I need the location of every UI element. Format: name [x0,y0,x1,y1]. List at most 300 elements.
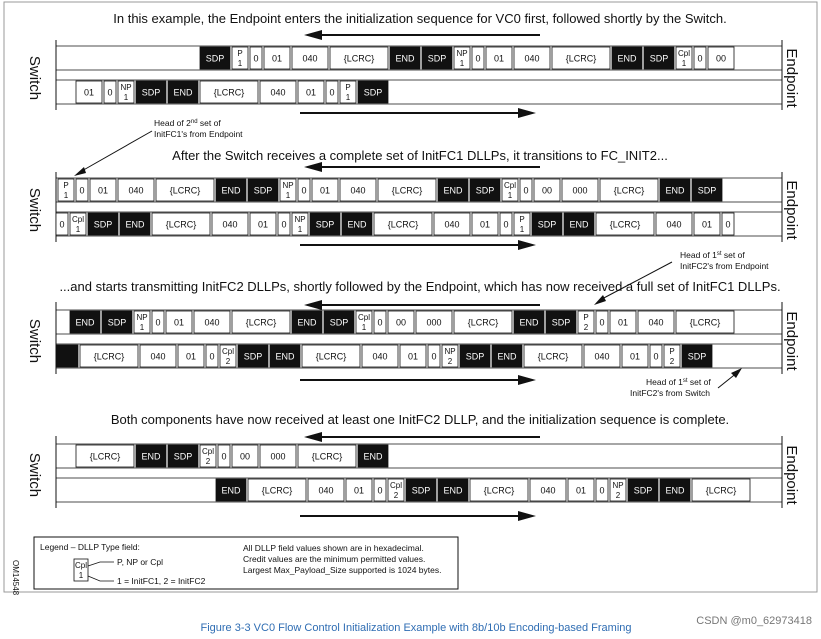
symbol-subscript: 1 [139,323,145,332]
legend-num-line: 1 = InitFC1, 2 = InitFC2 [117,576,206,586]
symbol-text: END [665,185,685,196]
symbol-sdp [628,479,658,501]
symbol-sdp [310,213,340,235]
symbol-cpl [388,479,404,501]
symbol-type: NP [294,215,306,224]
heading-1: In this example, the Endpoint enters the initialization sequence for VC0 first, followed shortly by the Switch. [113,11,727,26]
symbol-text: 040 [444,219,460,230]
symbol-np [442,345,458,367]
symbol-text: {LCRC} [261,485,293,496]
figure-caption: Figure 3-3 VC0 Flow Control Initialization Example with 8b/10b Encoding-based Framing [200,622,632,634]
symbol-text: 01 [407,351,419,362]
symbol-lcrc [330,47,388,69]
symbol-subscript: 1 [63,191,69,200]
symbol-p [578,311,594,333]
symbol-sdp [102,311,132,333]
symbol-0 [500,213,512,235]
symbol-text: {LCRC} [169,185,201,196]
symbol-type: Cpl [201,447,215,456]
symbol-000 [562,179,598,201]
symbol-text: SDP [107,317,127,328]
symbol-text: {LCRC} [387,219,419,230]
annotation-head-1st-initfc2-endpoint [594,250,769,305]
symbol-cpl [356,311,372,333]
symbol-01 [166,311,192,333]
symbol-text: 0 [599,317,605,328]
symbol-text: {LCRC} [93,351,125,362]
symbol-lcrc [378,179,436,201]
symbol-text: END [125,219,145,230]
legend-note-2: Credit values are the minimum permitted values. [243,554,426,564]
symbol-text: 0 [599,485,605,496]
symbol-sdp [168,445,198,467]
watermark: CSDN @m0_62973418 [696,615,812,627]
symbol-0 [520,179,532,201]
svg-text:Head of 1st set of: Head of 1st set of [680,250,745,260]
symbol-01 [622,345,648,367]
symbol-text: SDP [537,219,557,230]
annotation-1-leader [80,131,152,172]
symbol-type: Cpl [357,313,371,322]
symbol-subscript: 1 [459,59,465,68]
symbol-end [70,311,100,333]
symbol-np [280,179,296,201]
symbol-text: SDP [253,185,273,196]
symbol-text: 040 [524,53,540,64]
symbol-text: 01 [305,87,317,98]
endpoint-label: Endpoint [783,180,800,240]
symbol-040 [656,213,692,235]
symbol-text: SDP [411,485,431,496]
symbol-text: END [569,219,589,230]
symbol-01 [178,345,204,367]
symbol-lcrc [80,345,138,367]
symbol-end [120,213,150,235]
symbol-01 [568,479,594,501]
symbol-text: {LCRC} [483,485,515,496]
symbol-040 [434,213,470,235]
symbol-text: {LCRC} [467,317,499,328]
switch-label: Switch [26,452,43,498]
symbol-01 [486,47,512,69]
symbol-type: P [519,215,525,224]
symbol-text: {LCRC} [343,53,375,64]
symbol-text: SDP [551,317,571,328]
symbol-text: SDP [633,485,653,496]
symbol-text: 00 [239,451,251,462]
symbol-subscript: 1 [237,59,243,68]
symbol-text: END [395,53,415,64]
symbol-end [660,479,690,501]
symbol-np [454,47,470,69]
symbol-text: 040 [222,219,238,230]
symbol-text: 0 [155,317,161,328]
symbol-text: {LCRC} [311,451,343,462]
symbol-text: SDP [93,219,113,230]
symbol-000 [416,311,452,333]
symbol-0 [278,213,290,235]
symbol-text: SDP [205,53,225,64]
symbol-np [292,213,308,235]
switch-label: Switch [26,187,43,233]
symbol-sdp [532,213,562,235]
legend-note-1: All DLLP field values shown are in hexadecimal. [243,543,424,553]
symbol-text: 01 [173,317,185,328]
symbol-040 [530,479,566,501]
symbol-0 [694,47,706,69]
svg-text:Head of 2nd set of: Head of 2nd set of [154,118,221,128]
symbol-text: 00 [395,317,407,328]
symbol-text: SDP [427,53,447,64]
symbol-type: NP [282,181,294,190]
symbol-p [340,81,356,103]
symbol-lcrc [200,81,258,103]
panel-2 [26,162,800,250]
symbol-sdp [692,179,722,201]
symbol-end [136,445,166,467]
symbol-p [58,179,74,201]
symbol-040 [118,179,154,201]
symbol-text: SDP [697,185,717,196]
symbol-subscript: 2 [225,357,231,366]
symbol-text: 0 [523,185,529,196]
symbol-01 [400,345,426,367]
symbol-lcrc [374,213,432,235]
symbol-text: {LCRC} [705,485,737,496]
symbol-text: END [275,351,295,362]
symbol-text: 0 [503,219,509,230]
heading-3: ...and starts transmitting InitFC2 DLLPs, shortly followed by the Endpoint, which has now received a full set of InitFC1 DLLPs. [59,279,781,294]
panel-1 [26,30,800,118]
panel-3 [26,300,800,385]
symbol-0 [206,345,218,367]
symbol-filler [56,345,78,367]
symbol-text: 0 [281,219,287,230]
arrow-to-endpoint-head [518,108,536,118]
symbol-sdp [88,213,118,235]
legend-type-line: P, NP or Cpl [117,557,163,567]
symbol-text: {LCRC} [89,451,121,462]
symbol-text: 0 [377,485,383,496]
symbol-end [390,47,420,69]
symbol-subscript: 2 [205,457,211,466]
symbol-end [564,213,594,235]
symbol-subscript: 1 [75,225,81,234]
symbol-end [438,179,468,201]
symbol-subscript: 1 [123,93,129,102]
symbol-text: END [519,317,539,328]
symbol-subscript: 2 [615,491,621,500]
symbol-0 [76,179,88,201]
symbol-01 [694,213,720,235]
symbol-subscript: 1 [345,93,351,102]
symbol-end [358,445,388,467]
symbol-lcrc [302,345,360,367]
symbol-text: {LCRC} [391,185,423,196]
symbol-text: END [297,317,317,328]
symbol-text: 00 [541,185,553,196]
symbol-subscript: 1 [507,191,513,200]
legend-title: Legend – DLLP Type field: [40,542,140,552]
heading-2: After the Switch receives a complete set of InitFC1 DLLPs, it transitions to FC_INIT2... [172,148,668,163]
symbol-0 [56,213,68,235]
symbol-text: 01 [257,219,269,230]
symbol-np [118,81,134,103]
symbol-type: P [345,83,351,92]
symbol-0 [428,345,440,367]
symbol-text: 0 [697,53,703,64]
symbol-text: 040 [128,185,144,196]
symbol-lcrc [156,179,214,201]
symbol-lcrc [600,179,658,201]
symbol-0 [650,345,662,367]
symbol-040 [292,47,328,69]
symbol-01 [312,179,338,201]
symbol-text: {LCRC} [613,185,645,196]
symbol-text: {LCRC} [213,87,245,98]
symbol-text: SDP [141,87,161,98]
symbol-text: 040 [372,351,388,362]
symbol-np [610,479,626,501]
symbol-text: SDP [363,87,383,98]
symbol-text: 01 [319,185,331,196]
symbol-text: {LCRC} [245,317,277,328]
symbol-00 [388,311,414,333]
symbol-type: P [237,49,243,58]
symbol-end [492,345,522,367]
symbol-text: END [363,451,383,462]
figure-code: OM14548 [11,560,20,596]
symbol-01 [472,213,498,235]
symbol-text: 0 [107,87,113,98]
arrow-to-endpoint-head [518,240,536,250]
symbol-040 [308,479,344,501]
symbol-01 [90,179,116,201]
symbol-text: END [443,185,463,196]
svg-text:InitFC2's from Endpoint: InitFC2's from Endpoint [680,261,769,271]
symbol-text: {LCRC} [609,219,641,230]
symbol-text: SDP [173,451,193,462]
symbol-end [168,81,198,103]
symbol-lcrc [470,479,528,501]
symbol-text: 040 [648,317,664,328]
arrow-to-switch-head [304,30,322,40]
symbol-type: P [63,181,69,190]
symbol-cell [56,345,78,367]
symbol-subscript: 1 [681,59,687,68]
symbol-text: END [221,185,241,196]
svg-text:InitFC2's from Switch: InitFC2's from Switch [630,388,711,398]
symbol-type: NP [444,347,456,356]
symbol-lcrc [524,345,582,367]
symbol-end [216,179,246,201]
symbol-text: 0 [725,219,731,230]
symbol-type: Cpl [71,215,85,224]
symbol-subscript: 2 [447,357,453,366]
symbol-text: 01 [353,485,365,496]
symbol-type: NP [136,313,148,322]
symbol-subscript: 1 [361,323,367,332]
svg-text:Head of 1st set of: Head of 1st set of [646,377,711,387]
symbol-lcrc [454,311,512,333]
symbol-end [292,311,322,333]
symbol-type: NP [120,83,132,92]
svg-text:InitFC1's from Endpoint: InitFC1's from Endpoint [154,129,243,139]
symbol-sdp [136,81,166,103]
annotation-head-2nd-initfc1 [74,118,243,176]
symbol-text: 01 [701,219,713,230]
symbol-type: NP [456,49,468,58]
symbol-text: 01 [83,87,95,98]
symbol-text: 000 [572,185,588,196]
symbol-type: Cpl [221,347,235,356]
symbol-subscript: 1 [519,225,525,234]
symbol-0 [472,47,484,69]
symbol-end [612,47,642,69]
symbol-end [342,213,372,235]
panel-4 [26,432,800,521]
switch-label: Switch [26,318,43,364]
symbol-01 [346,479,372,501]
symbol-0 [374,479,386,501]
symbol-01 [76,81,102,103]
symbol-text: SDP [243,351,263,362]
symbol-text: END [221,485,241,496]
symbol-type: Cpl [389,481,403,490]
symbol-sdp [238,345,268,367]
symbol-cpl [220,345,236,367]
symbol-lcrc [676,311,734,333]
symbol-00 [534,179,560,201]
symbol-text: 000 [270,451,286,462]
symbol-p [664,345,680,367]
symbol-text: 01 [97,185,109,196]
symbol-lcrc [152,213,210,235]
symbol-text: 040 [350,185,366,196]
symbol-text: END [443,485,463,496]
symbol-lcrc [232,311,290,333]
symbol-text: 01 [493,53,505,64]
symbol-text: 01 [479,219,491,230]
symbol-text: 040 [302,53,318,64]
symbol-text: SDP [329,317,349,328]
endpoint-label: Endpoint [783,48,800,108]
symbol-type: P [669,347,675,356]
symbol-0 [326,81,338,103]
symbol-type: Cpl [503,181,517,190]
symbol-text: SDP [465,351,485,362]
symbol-lcrc [552,47,610,69]
symbol-0 [218,445,230,467]
symbol-00 [232,445,258,467]
symbol-text: SDP [315,219,335,230]
symbol-text: {LCRC} [315,351,347,362]
symbol-00 [708,47,734,69]
symbol-text: 0 [431,351,437,362]
symbol-text: 040 [270,87,286,98]
symbol-0 [374,311,386,333]
symbol-text: SDP [687,351,707,362]
symbol-cpl [676,47,692,69]
arrow-to-endpoint-head [518,511,536,521]
symbol-sdp [460,345,490,367]
symbol-text: 0 [475,53,481,64]
arrow-to-endpoint-head [518,375,536,385]
symbol-cpl [502,179,518,201]
symbol-end [660,179,690,201]
symbol-000 [260,445,296,467]
symbol-text: END [75,317,95,328]
symbol-0 [104,81,116,103]
symbol-sdp [406,479,436,501]
symbol-text: 0 [301,185,307,196]
symbol-text: 01 [271,53,283,64]
symbol-text: 01 [575,485,587,496]
symbol-01 [250,213,276,235]
symbol-text: 040 [150,351,166,362]
symbol-sdp [682,345,712,367]
symbol-text: {LCRC} [565,53,597,64]
symbol-040 [340,179,376,201]
symbol-text: 040 [594,351,610,362]
symbol-p [232,47,248,69]
annotation-2-arrowhead [594,295,606,305]
symbol-type: NP [612,481,624,490]
symbol-0 [298,179,310,201]
legend-sample-type: Cpl [74,561,88,570]
symbol-subscript: 1 [297,225,303,234]
symbol-type: P [583,313,589,322]
symbol-np [134,311,150,333]
symbol-text: END [665,485,685,496]
symbol-text: 01 [629,351,641,362]
symbol-0 [152,311,164,333]
symbol-040 [638,311,674,333]
symbol-subscript: 1 [285,191,291,200]
symbol-text: 0 [59,219,65,230]
symbol-lcrc [596,213,654,235]
symbol-text: 01 [617,317,629,328]
symbol-sdp [248,179,278,201]
symbol-text: END [497,351,517,362]
symbol-end [514,311,544,333]
symbol-text: END [347,219,367,230]
symbol-text: {LCRC} [537,351,569,362]
symbol-0 [250,47,262,69]
symbol-lcrc [248,479,306,501]
symbol-cpl [200,445,216,467]
symbol-lcrc [76,445,134,467]
symbol-p [514,213,530,235]
annotation-1-arrowhead [74,167,86,176]
symbol-01 [610,311,636,333]
endpoint-label: Endpoint [783,311,800,371]
legend-sample-num: 1 [78,571,84,580]
symbol-sdp [358,81,388,103]
arrow-to-switch-head [304,432,322,442]
heading-4: Both components have now received at least one InitFC2 DLLP, and the initialization sequence is complete. [110,412,730,427]
symbol-text: 0 [377,317,383,328]
symbol-040 [584,345,620,367]
symbol-040 [140,345,176,367]
symbol-0 [596,311,608,333]
symbol-040 [260,81,296,103]
symbol-sdp [470,179,500,201]
endpoint-label: Endpoint [783,445,800,505]
switch-label: Switch [26,55,43,101]
symbol-sdp [200,47,230,69]
symbol-end [438,479,468,501]
